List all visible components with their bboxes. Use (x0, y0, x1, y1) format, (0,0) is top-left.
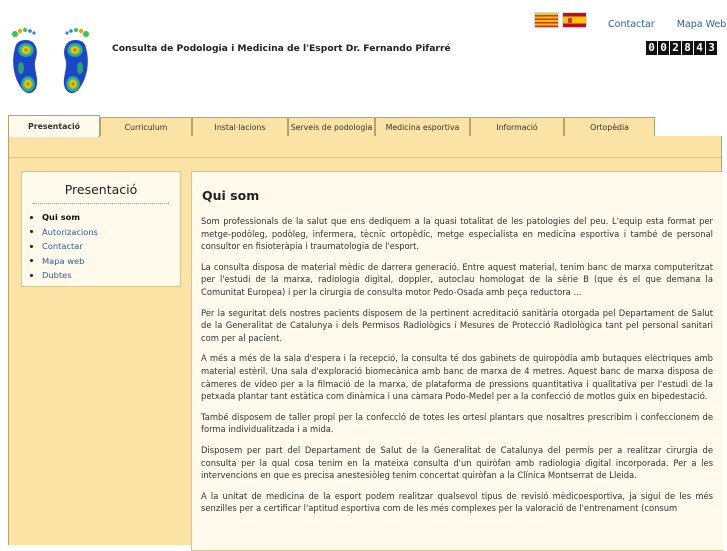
sidebar-link-dubtes[interactable]: Dubtes (42, 270, 72, 280)
bullet-icon (30, 274, 33, 277)
counter-digit: 0 (646, 41, 657, 55)
main-content (191, 171, 723, 551)
tab-serveis-podologia[interactable]: Serveis de podologia (288, 117, 375, 136)
spanish-crest-icon (568, 18, 572, 23)
counter-digit: 3 (706, 41, 717, 55)
language-selector (534, 12, 587, 28)
catalan-flag-icon[interactable] (534, 12, 559, 28)
site-title: Consulta de Podologia i Medicina de l'Esport Dr. Fernando Pifarré (112, 43, 451, 54)
tab-informacio[interactable]: Informació (470, 117, 564, 136)
tab-installacions[interactable]: Instal·lacions (192, 117, 288, 136)
sidebar-item-qui-som[interactable] (30, 210, 98, 225)
page-heading: Qui som (202, 188, 260, 203)
bullet-icon (30, 259, 33, 262)
paragraph: Per la seguritat dels nostres pacients disposem de la pertinent acreditació sanitària otorgada pel Departament de Salut de la Generalitat de Catalunya i dels Permisos Radiològics i Mesures de Protecció Radiològica tant pel personal sanitari com per al pacient. (201, 307, 713, 343)
sidebar-item-contactar (30, 239, 98, 254)
spanish-flag-icon[interactable] (562, 12, 587, 28)
paragraph: A més a més de la sala d'espera i la recepció, la consulta té dos gabinets de quiropòdia amb butaques elèctriques amb material estèril. Una sala d'exploració biomecànica amb banc de marxa de 4 metres. Aquest banc de marxa disposa de càmeres de vídeo per a la filmació de la marxa, de plataforma de pressions quantitativa i qualitativa per l'estudi de la petxada plantar tant estàtica com dinàmica i una càmara Podo-Medel per a la confecció de motlos guix en bipedestació. (201, 353, 713, 402)
content-panel (8, 136, 722, 545)
bullet-icon (30, 230, 33, 233)
sidebar-item-autorizacions (30, 225, 98, 240)
sidebar-link-contactar[interactable]: Contactar (42, 241, 83, 251)
tab-ortopedia[interactable]: Ortopèdia (564, 117, 655, 136)
feet-pressure-map-icon (6, 22, 95, 102)
paragraph: Som professionals de la salut que ens dediquem a la quasi totalitat de les patologies del peu. L'equip esta format per metge-podòleg, podòleg, infermera, tècnic ortopèdic, metge especialista en medicina esportiva i també de personal consultor en fisioteràpia i traumatologia de l'esport. (201, 216, 713, 252)
sitemap-link[interactable]: Mapa Web (676, 19, 727, 30)
paragraph: Disposem per part del Departament de Salut de la Generalitat de Catalunya del permís per a realitzar cirurgia de consulta per la qual cosa tenim en la mateixa consulta d'un quiròfan amb radiologia digital incorporada. Per a les intervencions en que es precisa anestesiòleg tenim concertat quiròfan a la Clínica Montserrat de Lleida. (201, 444, 713, 481)
sidebar-link-autorizacions[interactable]: Autorizacions (42, 226, 98, 237)
counter-digit: 8 (682, 41, 693, 55)
sidebar-link-mapa-web[interactable]: Mapa web (42, 255, 85, 266)
panel-header-band (9, 136, 721, 158)
paragraph: També disposem de taller propi per la confecció de totes les ortesi plantars que nosaltres prescribim i confeccionem de forma individualitzada i a mida. (201, 411, 713, 435)
paragraph: La consulta disposa de material mèdic de darrera generació. Entre aquest material, tenim banc de marxa computeritzat per l'estudi de la marxa, radiologia digital, doppler, autoclau homologat de la sèrie B (que és el que demana la Comunitat Europea) i per la cirurgia de consulta motor Pedo-Osada amb peça reductora ... (201, 261, 713, 297)
sidebar-item-label: Qui som (42, 212, 80, 222)
paragraph: A la unitat de medicina de la esport podem realitzar qualsevol tipus de revisió mèdicoesportiva, ja sigui de les més senzilles per a certificar l'aptitud esportiva com de les més complexes per la valoració de l'entrenament (consum (201, 490, 713, 514)
contact-link[interactable]: Contactar (608, 19, 655, 30)
counter-digit: 2 (670, 41, 681, 55)
tab-curriculum[interactable]: Curriculum (100, 117, 192, 136)
sidebar-item-dubtes (30, 268, 98, 283)
bullet-icon (30, 216, 33, 219)
sidebar-divider (33, 203, 169, 204)
counter-digit: 0 (658, 41, 669, 55)
tab-medicina-esportiva[interactable]: Medicina esportiva (375, 117, 470, 136)
sidebar (21, 171, 181, 287)
bullet-icon (30, 245, 33, 248)
tab-presentacio[interactable]: Presentació (8, 115, 100, 137)
top-links (608, 19, 726, 30)
sidebar-title: Presentació (64, 182, 138, 197)
sidebar-menu (30, 210, 98, 283)
counter-digit: 4 (694, 41, 705, 55)
sidebar-item-mapa-web (30, 254, 98, 269)
article-body (201, 215, 713, 523)
main-nav-tabs (8, 115, 722, 137)
visit-counter (646, 41, 717, 55)
